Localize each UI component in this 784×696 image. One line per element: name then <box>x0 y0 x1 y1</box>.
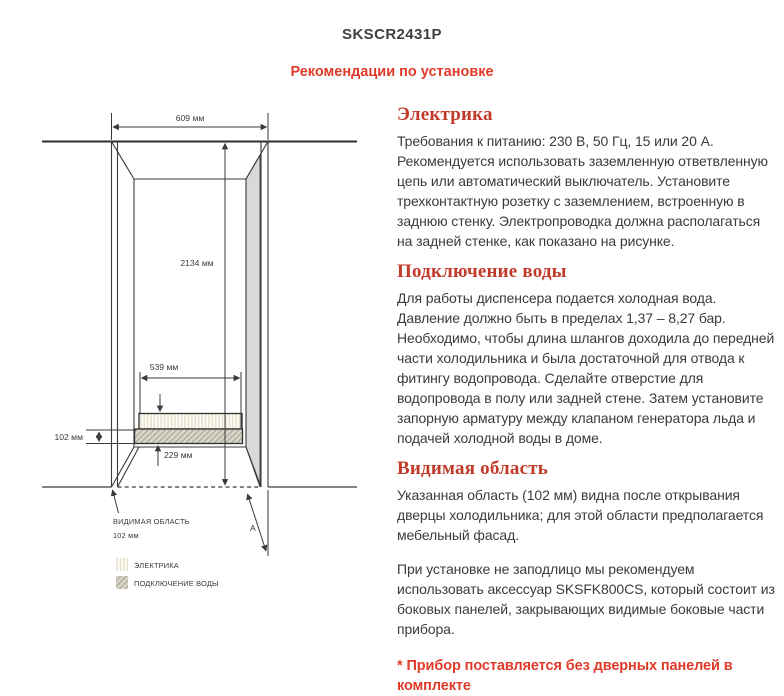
water-zone-band <box>135 429 243 444</box>
legend-electrical-swatch <box>116 558 128 571</box>
section-marker-label: A <box>250 523 256 533</box>
section-electrical-heading: Электрика <box>397 104 493 125</box>
installation-diagram <box>40 100 370 605</box>
model-number: SKSCR2431P <box>342 26 442 43</box>
diagram-legend <box>116 558 219 589</box>
niche-drawing <box>40 100 370 605</box>
dim-band-offset-label: 229 мм <box>164 450 193 460</box>
document-header <box>0 0 784 80</box>
legend-electrical-label: ЭЛЕКТРИКА <box>134 561 179 570</box>
legend-water-label: ПОДКЛЮЧЕНИЕ ВОДЫ <box>134 579 219 588</box>
section-water-heading: Подключение воды <box>397 261 567 282</box>
dim-niche-height-label: 2134 мм <box>180 258 214 268</box>
dimension-visible-height <box>54 430 136 444</box>
footnote: * Прибор поставляется без дверных панелей в комплекте <box>397 658 733 694</box>
dim-band-width-label: 539 мм <box>149 362 179 372</box>
section-visible-area-body1: Указанная область (102 мм) видна после открывания дверцы холодильника; для этой области предполагается мебельный фасад. <box>397 487 764 543</box>
section-visible-area <box>397 458 777 639</box>
dim-visible-height-label: 102 мм <box>54 432 83 442</box>
page-title: Рекомендации по установке <box>290 64 494 80</box>
section-visible-area-heading: Видимая область <box>397 458 549 479</box>
dimension-band-offset <box>158 446 193 467</box>
visible-area-label-line2: 102 мм <box>113 531 139 540</box>
legend-water-swatch <box>116 576 128 589</box>
visible-side-panel <box>246 155 260 487</box>
niche-top-perspective <box>112 142 269 180</box>
dim-opening-width-label: 609 мм <box>175 113 205 123</box>
visible-area-label-line1: ВИДИМАЯ ОБЛАСТЬ <box>113 517 190 526</box>
visible-area-callout <box>113 490 190 540</box>
instructions-column <box>397 104 777 696</box>
dimension-opening-width <box>112 113 269 140</box>
section-marker-a <box>248 490 269 556</box>
section-water <box>397 261 777 448</box>
electrical-zone-band <box>139 414 242 430</box>
section-water-body: Для работы диспенсера подается холодная вода. Давление должно быть в пределах 1,37 – 8,27 бар. Необходимо, чтобы длина шлангов доходила до передней части холодильника и была достаточной для отвода к фитингу водопровода. Сделайте отверстие для водопровода в полу или задней стене. Затем установите запорную арматуру между клапаном генератора льда и подачей холодной воды в доме. <box>397 290 775 446</box>
section-visible-area-body2: При установке не заподлицо мы рекомендуем использовать аксессуар SKSFK800CS, который состоит из боковых панелей, закрывающих видимые боковые части прибора. <box>397 561 775 637</box>
section-electrical-body: Требования к питанию: 230 В, 50 Гц, 15 или 20 А. Рекомендуется использовать заземленную ответвленную цепь или автоматический выключатель. Установите трехконтактную розетку с заземлением, встроенную в заднюю стенку. Электропроводка должна располагаться на задней стенке, как показано на рисунке. <box>397 133 768 249</box>
section-electrical <box>397 104 777 251</box>
niche-back-wall <box>134 179 246 447</box>
